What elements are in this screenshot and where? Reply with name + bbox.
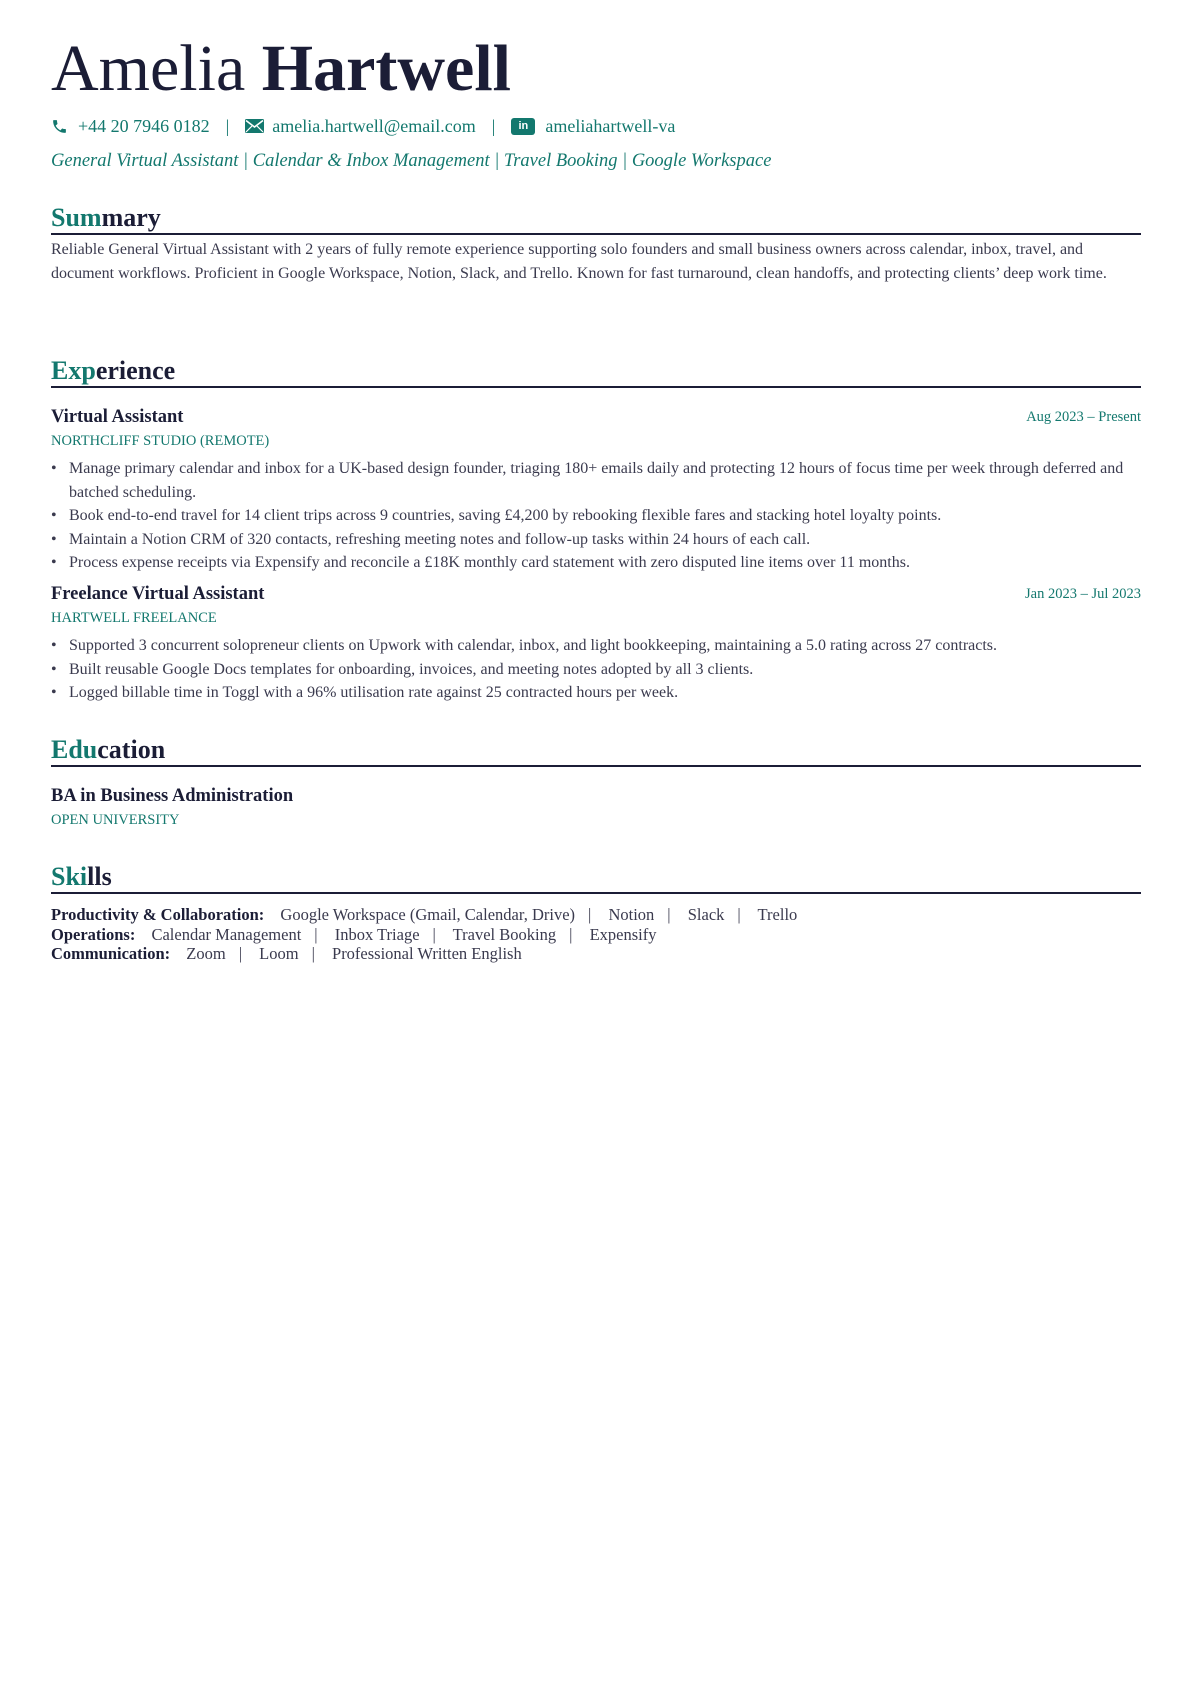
job-bullets xyxy=(51,457,1141,575)
list-item: • Maintain a Notion CRM of 320 contacts, refreshing meeting notes and follow-up tasks within 24 hours of each call. xyxy=(51,528,1141,552)
list-item: • Manage primary calendar and inbox for a UK-based design founder, triaging 180+ emails daily and protecting 12 hours of focus time per week through deferred and batched scheduling. xyxy=(51,457,1141,504)
skill-row xyxy=(51,925,797,945)
skills-heading xyxy=(51,852,1141,894)
skill-category: Productivity & Collaboration: xyxy=(51,905,265,924)
summary-text: Reliable General Virtual Assistant with 2 years of fully remote experience supporting solo founders and small business owners across calendar, inbox, travel, and document workflows. Proficient in Google Workspace, Notion, Slack, and Trello. Known for fast turnaround, clean handoffs, and protecting clients’ deep work time. xyxy=(51,241,1107,282)
candidate-name xyxy=(51,32,512,105)
separator: | xyxy=(225,115,230,136)
skill-item: Professional Written English xyxy=(332,944,522,963)
skill-item: Expensify xyxy=(589,924,657,944)
skill-item: Calendar Management xyxy=(151,924,302,944)
skill-item: Loom xyxy=(259,944,299,963)
company-name: HARTWELL FREELANCE xyxy=(51,610,217,626)
list-item: • Logged billable time in Toggl with a 96% utilisation rate against 25 contracted hours per week. xyxy=(51,681,1141,705)
skill-item: Trello xyxy=(757,905,798,924)
skill-item: Slack xyxy=(687,905,725,924)
skill-row xyxy=(51,905,797,925)
list-item: • Supported 3 concurrent solopreneur clients on Upwork with calendar, inbox, and light bookkeeping, maintaining a 5.0 rating across 27 contracts. xyxy=(51,634,1141,658)
last-name: Hartwell xyxy=(261,32,512,105)
email-address: amelia.hartwell@email.com xyxy=(272,115,476,136)
section-title: Education xyxy=(51,735,166,764)
separator: | xyxy=(432,924,436,944)
skill-category: Operations: xyxy=(51,924,136,944)
linkedin-icon: in xyxy=(511,118,535,135)
list-item: • Built reusable Google Docs templates for onboarding, invoices, and meeting notes adopted by all 3 clients. xyxy=(51,658,1141,682)
phone-contact[interactable] xyxy=(51,116,210,137)
first-name: Amelia xyxy=(51,32,246,105)
skills-list xyxy=(51,905,797,964)
degree: BA in Business Administration xyxy=(51,786,294,806)
mail-icon xyxy=(245,119,264,133)
separator: | xyxy=(491,115,496,136)
skill-item: Google Workspace (Gmail, Calendar, Drive) xyxy=(280,905,576,924)
email-contact[interactable] xyxy=(245,116,476,137)
separator: | xyxy=(238,944,243,963)
separator: | xyxy=(667,905,671,924)
education-heading xyxy=(51,725,1141,767)
phone-number: +44 20 7946 0182 xyxy=(78,115,210,136)
skill-row xyxy=(51,944,797,964)
separator: | xyxy=(569,924,573,944)
skill-item: Zoom xyxy=(186,944,226,963)
skill-item: Travel Booking xyxy=(452,924,557,944)
section-title: Summary xyxy=(51,203,161,232)
phone-icon xyxy=(51,118,68,135)
job-title: Virtual Assistant xyxy=(51,407,184,427)
section-title: Experience xyxy=(51,356,176,385)
linkedin-contact[interactable] xyxy=(511,116,675,137)
skill-item: Inbox Triage xyxy=(334,924,420,944)
list-item: • Book end-to-end travel for 14 client trips across 9 countries, saving £4,200 by rebooking flexible fares and stacking hotel loyalty points. xyxy=(51,504,1141,528)
skill-item: Notion xyxy=(608,905,655,924)
separator: | xyxy=(737,905,741,924)
job-dates: Aug 2023 – Present xyxy=(1026,409,1141,425)
experience-heading xyxy=(51,346,1141,388)
company-name: NORTHCLIFF STUDIO (REMOTE) xyxy=(51,433,270,449)
separator: | xyxy=(314,924,318,944)
job-dates: Jan 2023 – Jul 2023 xyxy=(1025,586,1141,602)
separator: | xyxy=(311,944,315,963)
summary-heading xyxy=(51,193,1141,235)
separator: | xyxy=(588,905,592,924)
job-bullets xyxy=(51,634,1141,705)
section-title: Skills xyxy=(51,862,112,891)
contact-line xyxy=(51,114,675,138)
linkedin-handle: ameliahartwell-va xyxy=(545,115,676,136)
skill-category: Communication: xyxy=(51,944,171,963)
list-item: • Process expense receipts via Expensify and reconcile a £18K monthly card statement with zero disputed line items over 11 months. xyxy=(51,551,1141,575)
school-name: OPEN UNIVERSITY xyxy=(51,812,180,828)
tagline: General Virtual Assistant | Calendar & Inbox Management | Travel Booking | Google Workspace xyxy=(51,151,772,171)
job-title: Freelance Virtual Assistant xyxy=(51,584,265,604)
